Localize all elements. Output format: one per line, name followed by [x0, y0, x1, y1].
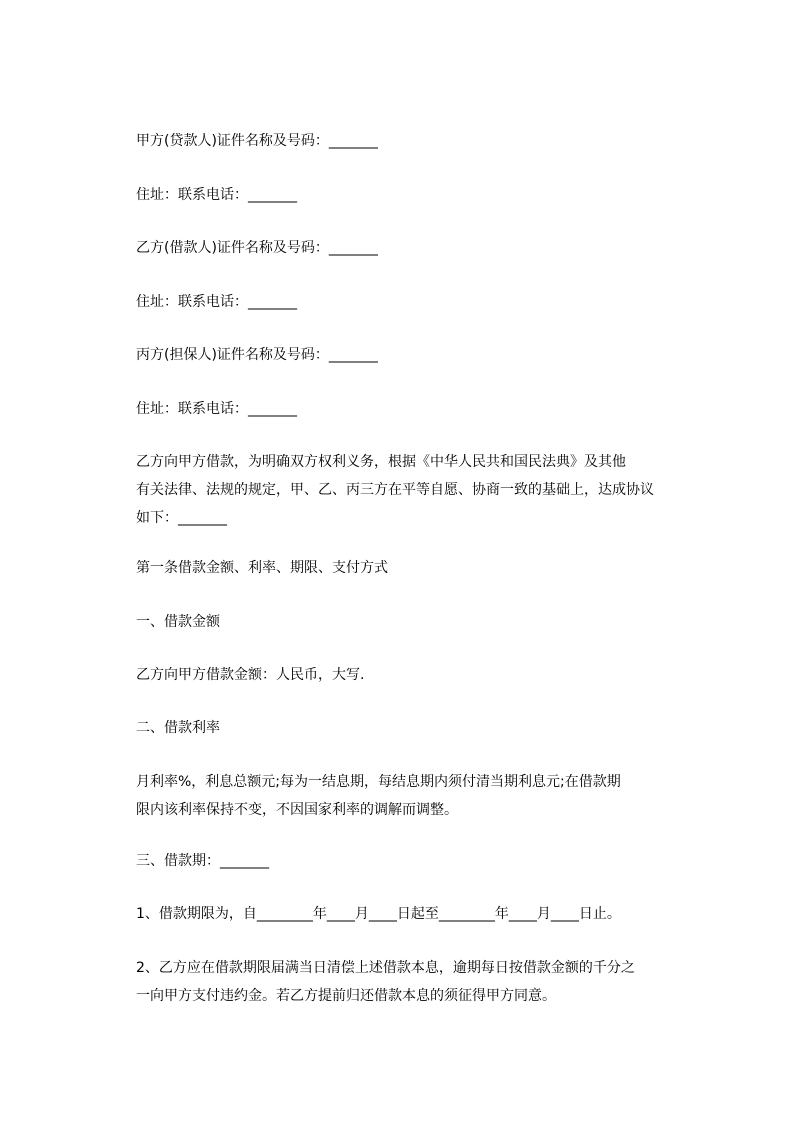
- intro-line-1: 乙方向甲方借款，为明确双方权利义务，根据《中华人民共和国民法典》及其他: [136, 454, 626, 470]
- party-b-contact-line: 住址：联系电话：_______: [136, 294, 297, 310]
- section-1-title: 一、借款金额: [136, 614, 220, 630]
- intro-line-3: 如下：_______: [136, 510, 227, 526]
- section-2-line-2: 限内该利率保持不变，不因国家利率的调解而调整。: [136, 802, 458, 818]
- intro-line-2: 有关法律、法规的规定，甲、乙、丙三方在平等自愿、协商一致的基础上，达成协议: [136, 482, 654, 498]
- term-clause-2-line-2: 一向甲方支付违约金。若乙方提前归还借款本息的须征得甲方同意。: [136, 988, 556, 1004]
- party-c-id-line: 丙方(担保人)证件名称及号码：_______: [136, 347, 378, 363]
- term-clause-2-paragraph: [136, 954, 716, 1010]
- intro-paragraph: [136, 448, 716, 532]
- party-b-id-line: 乙方(借款人)证件名称及号码：_______: [136, 240, 378, 256]
- section-3-title: 三、借款期：_______: [136, 853, 269, 869]
- section-2-title: 二、借款利率: [136, 720, 220, 736]
- term-clause-1: 1、借款期限为，自________年____月____日起至________年____月____日止。: [136, 906, 621, 922]
- section-1-text: 乙方向甲方借款金额：人民币，大写.: [136, 667, 365, 683]
- party-c-contact-line: 住址：联系电话：_______: [136, 401, 297, 417]
- party-a-contact-line: 住址：联系电话：_______: [136, 187, 297, 203]
- section-2-paragraph: [136, 768, 716, 824]
- party-a-id-line: 甲方(贷款人)证件名称及号码：_______: [136, 133, 378, 149]
- article-1-title: 第一条借款金额、利率、期限、支付方式: [136, 560, 388, 576]
- section-2-line-1: 月利率%，利息总额元;每为一结息期，每结息期内须付清当期利息元;在借款期: [136, 774, 621, 790]
- term-clause-2-line-1: 2、乙方应在借款期限届满当日清偿上述借款本息，逾期每日按借款金额的千分之: [136, 960, 635, 976]
